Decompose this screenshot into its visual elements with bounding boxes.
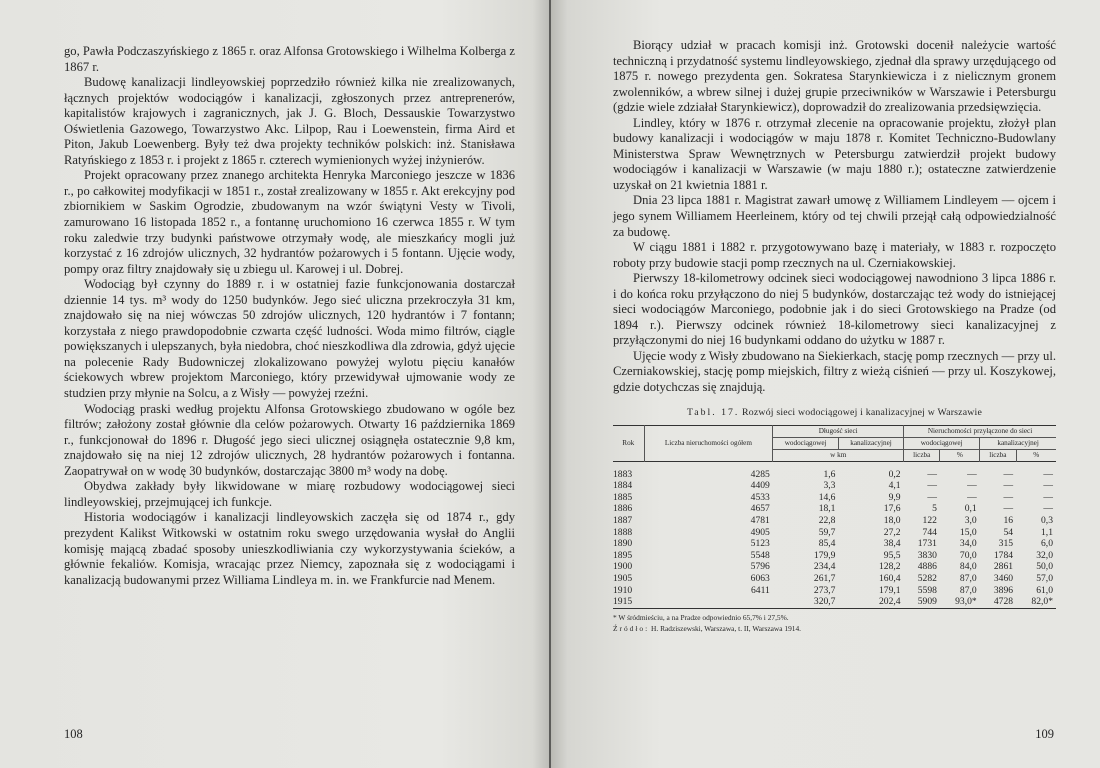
col-header-count: liczba bbox=[904, 449, 940, 461]
table-cell-year: 1895 bbox=[613, 549, 633, 561]
col-header-percent: % bbox=[940, 449, 980, 461]
col-header-percent: % bbox=[1016, 449, 1056, 461]
table-row bbox=[613, 527, 1056, 539]
table-cell-water-length: 273,7 bbox=[813, 584, 836, 596]
table-cell-sewer-length: 202,4 bbox=[878, 596, 901, 608]
table-row bbox=[613, 492, 1056, 504]
col-header-sewer-connected: kanalizacyjnej bbox=[980, 437, 1056, 449]
table-cell-total: 4285 bbox=[750, 468, 770, 480]
table-cell-sewer-count: — bbox=[1003, 491, 1014, 503]
table-cell-total: 5123 bbox=[750, 538, 770, 550]
col-header-count: liczba bbox=[980, 449, 1016, 461]
table-cell-water-count: 3830 bbox=[917, 549, 937, 561]
table-row bbox=[613, 503, 1056, 515]
paragraph: Obydwa zakłady były likwidowane w miarę rozbudowy wodociągowej sieci lindleyowskiej, przejmującej ich funkcje. bbox=[64, 479, 515, 509]
source-text: H. Radziszewski, Warszawa, t. II, Warszawa 1914. bbox=[651, 623, 802, 633]
data-table bbox=[613, 425, 1056, 609]
left-page bbox=[0, 0, 549, 768]
right-page bbox=[551, 0, 1100, 768]
table-cell-sewer-length: 128,2 bbox=[878, 561, 901, 573]
paragraph: Ujęcie wody z Wisły zbudowano na Siekierkach, stację pomp rzecznych — przy ul. Czerniakowskiej, stację pomp miejskich, filtry z wieżą ciśnień — przy ul. Koszykowej, gdzie dotychczas się znajdują. bbox=[613, 348, 1056, 395]
table-cell-sewer-percent: 50,0 bbox=[1036, 561, 1053, 573]
table-cell-year: 1883 bbox=[613, 468, 633, 480]
table-cell-year: 1888 bbox=[613, 526, 633, 538]
table-cell-sewer-length: 18,0 bbox=[883, 514, 901, 526]
table-caption-label: Tabl. 17. bbox=[686, 406, 740, 418]
table-cell-water-count: 744 bbox=[922, 526, 937, 538]
table-cell-sewer-count: 16 bbox=[1003, 514, 1014, 526]
table-cell-total bbox=[644, 596, 773, 608]
paragraph: W ciągu 1881 i 1882 r. przygotowywano bazę i materiały, w 1883 r. rozpoczęto roboty przy budowie stacji pomp rzecznych na ul. Czerniakowskiej. bbox=[613, 240, 1056, 270]
table-cell-total: 4781 bbox=[750, 514, 770, 526]
table-footnote bbox=[613, 612, 1056, 634]
paragraph: Lindley, który w 1876 r. otrzymał zlecenie na opracowanie projektu, złożył plan budowy kanalizacji i wodociągów w maju 1878 r. Komitet Techniczno-Budowlany Ministerstwa Spraw Wewnętrznych w Petersburgu zatwierdził projekt budowy wodociągów i kanalizacji w Warszawie (w maju 1880 r.); ostateczne zatwierdzenie uzyskał on 21 kwietnia 1881 r. bbox=[613, 115, 1056, 192]
page-number: 108 bbox=[64, 727, 83, 741]
source-line bbox=[613, 623, 1056, 634]
table-cell-sewer-percent: 82,0* bbox=[1031, 596, 1053, 608]
table-row bbox=[613, 480, 1056, 492]
table-cell-water-count: — bbox=[927, 468, 937, 480]
table-cell-water-length: 85,4 bbox=[818, 538, 836, 550]
paragraph: Historia wodociągów i kanalizacji lindleyowskich zaczęła się od 1874 r., gdy prezydent Kalikst Witkowski w ostatnim roku swego urzędowania wysłał do Anglii komisję mającą zbadać sposoby unieszkodliwiania czy wykorzystywania ścieków, a głównie fekaliów. Komisja, wracając przez Niemcy, zapoznała się z wodociągami i kanalizacją budowanymi przez Williama Lindleya m. in. we Frankfurcie nad Menem. bbox=[64, 510, 515, 587]
table-cell-sewer-percent: 61,0 bbox=[1036, 584, 1053, 596]
paragraph: Wodociąg był czynny do 1889 r. i w ostatniej fazie funkcjonowania dostarczał dziennie 14 tys. m³ wody do 1250 budynków. Jego sieć uliczna przekroczyła 31 km, znajdowało się na niej wówczas 50 zdrojów ulicznych, 120 hydrantów i 7 fontann; korzystała z niego prawdopodobnie czwarta część ludności. Woda mimo filtrów, ciągle powiększanych i ulepszanych, była niedobra, choć nieszkodliwa dla zdrowia, gdyż ujęcie na polecenie Rady Budowniczej zlokalizowano powyżej wylotu pięciu kanałów ściekowych wbrew projektom Marconiego, który przewidywał ujmowanie wody ze studzien przy młynie na Solcu, a z Wisły — powyżej rzeźni. bbox=[64, 277, 515, 401]
table-cell-water-percent: — bbox=[967, 468, 977, 480]
paragraph: Dnia 23 lipca 1881 r. Magistrat zawarł umowę z Williamem Lindleyem — ojcem i jego synem Williamem Heerleinem, który od tej chwili przejął całą odpowiedzialność za budowę. bbox=[613, 193, 1056, 239]
table-cell-water-length: 234,4 bbox=[813, 561, 836, 573]
paragraph: Biorący udział w pracach komisji inż. Grotowski docenił należycie wartość techniczną i przydatność systemu lindleyowskiego, zjednał dla sprawy urzędującego od 1875 r. nowego prezydenta gen. Sokratesa Starynkiewicza i z nielicznym gronem zwolenników, a wbrew silnej i dużej grupie przeciwników w Warszawie i Petersburgu (gdzie wiele zdziałał Starynkiewicz), doprowadził do zrealizowania przedsięwzięcia. bbox=[613, 38, 1056, 115]
table-row bbox=[613, 538, 1056, 550]
table-cell-year: 1886 bbox=[613, 503, 633, 515]
table-cell-water-count: 1731 bbox=[917, 538, 937, 550]
table-cell-sewer-length: 27,2 bbox=[883, 526, 901, 538]
table-cell-water-count: 5 bbox=[932, 503, 937, 515]
table-cell-sewer-percent: 57,0 bbox=[1036, 572, 1053, 584]
table-cell-water-percent: 93,0* bbox=[955, 596, 977, 608]
table-cell-water-count: — bbox=[927, 491, 937, 503]
table-caption-text: Rozwój sieci wodociągowej i kanalizacyjnej w Warszawie bbox=[742, 406, 983, 418]
table-cell-sewer-count: 315 bbox=[998, 538, 1014, 550]
table-cell-water-length: 14,6 bbox=[818, 491, 836, 503]
table-row bbox=[613, 573, 1056, 585]
table-cell-sewer-percent: 1,1 bbox=[1041, 526, 1053, 538]
table-caption bbox=[613, 407, 1056, 418]
page-number: 109 bbox=[1035, 727, 1054, 741]
table-cell-water-count: 5598 bbox=[917, 584, 937, 596]
table-cell-year: 1905 bbox=[613, 572, 633, 584]
table-cell-sewer-length: 4,1 bbox=[888, 480, 901, 492]
table-cell-water-percent: 34,0 bbox=[959, 538, 977, 550]
table-cell-year: 1900 bbox=[613, 561, 633, 573]
col-header-total: Liczba nieruchomości ogółem bbox=[644, 425, 773, 461]
table-cell-sewer-length: 9,9 bbox=[888, 491, 901, 503]
table-cell-water-percent: — bbox=[967, 491, 977, 503]
table-cell-sewer-length: 95,5 bbox=[883, 549, 901, 561]
table-cell-year: 1885 bbox=[613, 491, 633, 503]
table-cell-sewer-percent: 32,0 bbox=[1036, 549, 1053, 561]
table-cell-sewer-count: — bbox=[1003, 503, 1014, 515]
col-header-sewer: kanalizacyjnej bbox=[838, 437, 903, 449]
table-cell-water-count: 5282 bbox=[917, 572, 937, 584]
table-cell-water-length: 18,1 bbox=[818, 503, 836, 515]
table-cell-water-count: 5909 bbox=[917, 596, 937, 608]
table-cell-water-percent: — bbox=[967, 480, 977, 492]
paragraph: Wodociąg praski według projektu Alfonsa Grotowskiego zbudowano w ogóle bez filtrów; założony został głównie dla celów pożarowych. Otwarty 16 października 1869 r., funkcjonował do 1896 r. Długość jego sieci ulicznej osiągnęła ostatecznie 9,8 km, znajdowało się na niej 12 zdrojów ulicznych, 28 hydrantów pożarowych i fontanna. Zaopatrywał on w wodę 30 budynków, dostarczając 3800 m³ wody na dobę. bbox=[64, 401, 515, 478]
paragraph: Pierwszy 18-kilometrowy odcinek sieci wodociągowej nawodniono 3 lipca 1886 r. i do końca roku przyłączono do niej 5 budynków, dostarczając też wody do istniejącej sieci wodociągów Marconiego, podobnie jak i do sieci Grotowskiego na Pradze (od 1894 r.). Pierwszy odcinek również 18-kilometrowy sieci kanalizacyjnej z przyłączonymi do niej 16 budynkami oddano do użytku w 1887 r. bbox=[613, 271, 1056, 348]
table-cell-water-length: 320,7 bbox=[813, 596, 836, 608]
table-cell-total: 4533 bbox=[750, 491, 770, 503]
table-row bbox=[613, 461, 1056, 480]
col-header-km: w km bbox=[773, 449, 904, 461]
table-cell-water-length: 1,6 bbox=[823, 468, 836, 480]
table-cell-sewer-count: 2861 bbox=[993, 561, 1014, 573]
col-header-water: wodociągowej bbox=[773, 437, 839, 449]
table-cell-sewer-count: — bbox=[1003, 468, 1014, 480]
table-cell-water-count: 4886 bbox=[917, 561, 937, 573]
table-cell-sewer-length: 0,2 bbox=[888, 468, 901, 480]
table-row bbox=[613, 585, 1056, 597]
table-cell-water-length: 261,7 bbox=[813, 572, 836, 584]
paragraph: Budowę kanalizacji lindleyowskiej poprzedziło również kilka nie zrealizowanych, łącznych projektów wodociągów i kanalizacji, zgłoszonych przez antreprenerów, kapitalistów krajowych i zagranicznych, jak J. G. Bloch, Dessauskie Towarzystwo Oświetlenia Gazowego, Towarzystwo Akc. Lilpop, Rau i Loewenstein, firma Aird et Piton, Jakub Loewenberg. Były też dwa projekty techników polskich: inż. Stanisława Ratyńskiego z 1853 r. i projekt z 1865 r. czterech wymienionych wyżej inżynierów. bbox=[64, 75, 515, 167]
table-row bbox=[613, 561, 1056, 573]
table-cell-sewer-length: 38,4 bbox=[883, 538, 901, 550]
table-row bbox=[613, 596, 1056, 608]
table-cell-water-length: 22,8 bbox=[818, 514, 836, 526]
table-cell-sewer-percent: 0,3 bbox=[1041, 514, 1053, 526]
table-cell-sewer-percent: — bbox=[1043, 480, 1053, 492]
table-cell-total: 6063 bbox=[750, 572, 770, 584]
table-cell-total: 5548 bbox=[750, 549, 770, 561]
col-header-year: Rok bbox=[622, 438, 635, 447]
table-cell-sewer-percent: 6,0 bbox=[1041, 538, 1053, 550]
paragraph: go, Pawła Podczaszyńskiego z 1865 r. oraz Alfonsa Grotowskiego i Wilhelma Kolberga z 1867 r. bbox=[64, 44, 515, 74]
table-cell-sewer-count: 54 bbox=[1003, 526, 1014, 538]
table-cell-sewer-length: 179,1 bbox=[878, 584, 901, 596]
source-label: Źródło: bbox=[613, 623, 650, 633]
col-header-connected: Nieruchomości przyłączone do sieci bbox=[904, 425, 1056, 437]
table-cell-total: 5796 bbox=[750, 561, 770, 573]
table-cell-water-percent: 87,0 bbox=[959, 572, 977, 584]
table-cell-sewer-count: 3460 bbox=[993, 572, 1014, 584]
table-cell-water-count: 122 bbox=[922, 514, 937, 526]
table-cell-sewer-percent: — bbox=[1043, 491, 1053, 503]
table-cell-total: 4657 bbox=[750, 503, 770, 515]
table-cell-sewer-count: — bbox=[1003, 480, 1014, 492]
table-row bbox=[613, 550, 1056, 562]
table-cell-water-percent: 15,0 bbox=[959, 526, 977, 538]
table-cell-sewer-count: 1784 bbox=[993, 549, 1014, 561]
table-cell-water-percent: 84,0 bbox=[959, 561, 977, 573]
table-cell-water-percent: 70,0 bbox=[959, 549, 977, 561]
table-cell-year: 1884 bbox=[613, 480, 633, 492]
table-cell-sewer-percent: — bbox=[1043, 468, 1053, 480]
table-cell-year: 1887 bbox=[613, 514, 633, 526]
table-cell-sewer-length: 160,4 bbox=[878, 572, 901, 584]
table-cell-water-length: 3,3 bbox=[823, 480, 836, 492]
table-cell-year: 1915 bbox=[613, 596, 633, 608]
table-cell-water-length: 59,7 bbox=[818, 526, 836, 538]
table-cell-year: 1910 bbox=[613, 584, 633, 596]
table-body bbox=[613, 461, 1056, 608]
table-cell-sewer-count: 4728 bbox=[993, 596, 1014, 608]
table-row bbox=[613, 515, 1056, 527]
paragraph: Projekt opracowany przez znanego architekta Henryka Marconiego jeszcze w 1836 r., po całkowitej modyfikacji w 1851 r., został zrealizowany w 1855 r. Akt erekcyjny pod zbiornikiem w Saskim Ogrodzie, zbudowanym na wzór świątyni Vesty w Tivoli, zamurowano 16 listopada 1852 r., a fontannę uruchomiono 16 czerwca 1855 r. W tym roku zaledwie trzy budynki państwowe otrzymały wodę, ale mieszkańcy mogli już korzystać z 16 zdrojów ulicznych, 32 hydrantów pożarowych i 5 fontann. Ujęcie wody, pompy oraz filtry znajdowały się u zbiegu ul. Karowej i ul. Dobrej. bbox=[64, 168, 515, 276]
table-cell-total: 4905 bbox=[750, 526, 770, 538]
table-cell-year: 1890 bbox=[613, 538, 633, 550]
table-cell-water-percent: 87,0 bbox=[959, 584, 977, 596]
col-header-water-connected: wodociągowej bbox=[904, 437, 980, 449]
footnote-text: * W śródmieściu, a na Pradze odpowiednio 65,7% i 27,5%. bbox=[613, 612, 789, 622]
table-cell-sewer-percent: — bbox=[1043, 503, 1053, 515]
table-cell-water-percent: 0,1 bbox=[964, 503, 977, 515]
table-cell-sewer-length: 17,6 bbox=[883, 503, 901, 515]
table-cell-water-count: — bbox=[927, 480, 937, 492]
table-cell-total: 4409 bbox=[750, 480, 770, 492]
table-cell-sewer-count: 3896 bbox=[993, 584, 1014, 596]
table-cell-water-percent: 3,0 bbox=[964, 514, 977, 526]
col-header-length: Długość sieci bbox=[773, 425, 904, 437]
table-cell-total: 6411 bbox=[750, 584, 770, 596]
table-cell-water-length: 179,9 bbox=[813, 549, 836, 561]
